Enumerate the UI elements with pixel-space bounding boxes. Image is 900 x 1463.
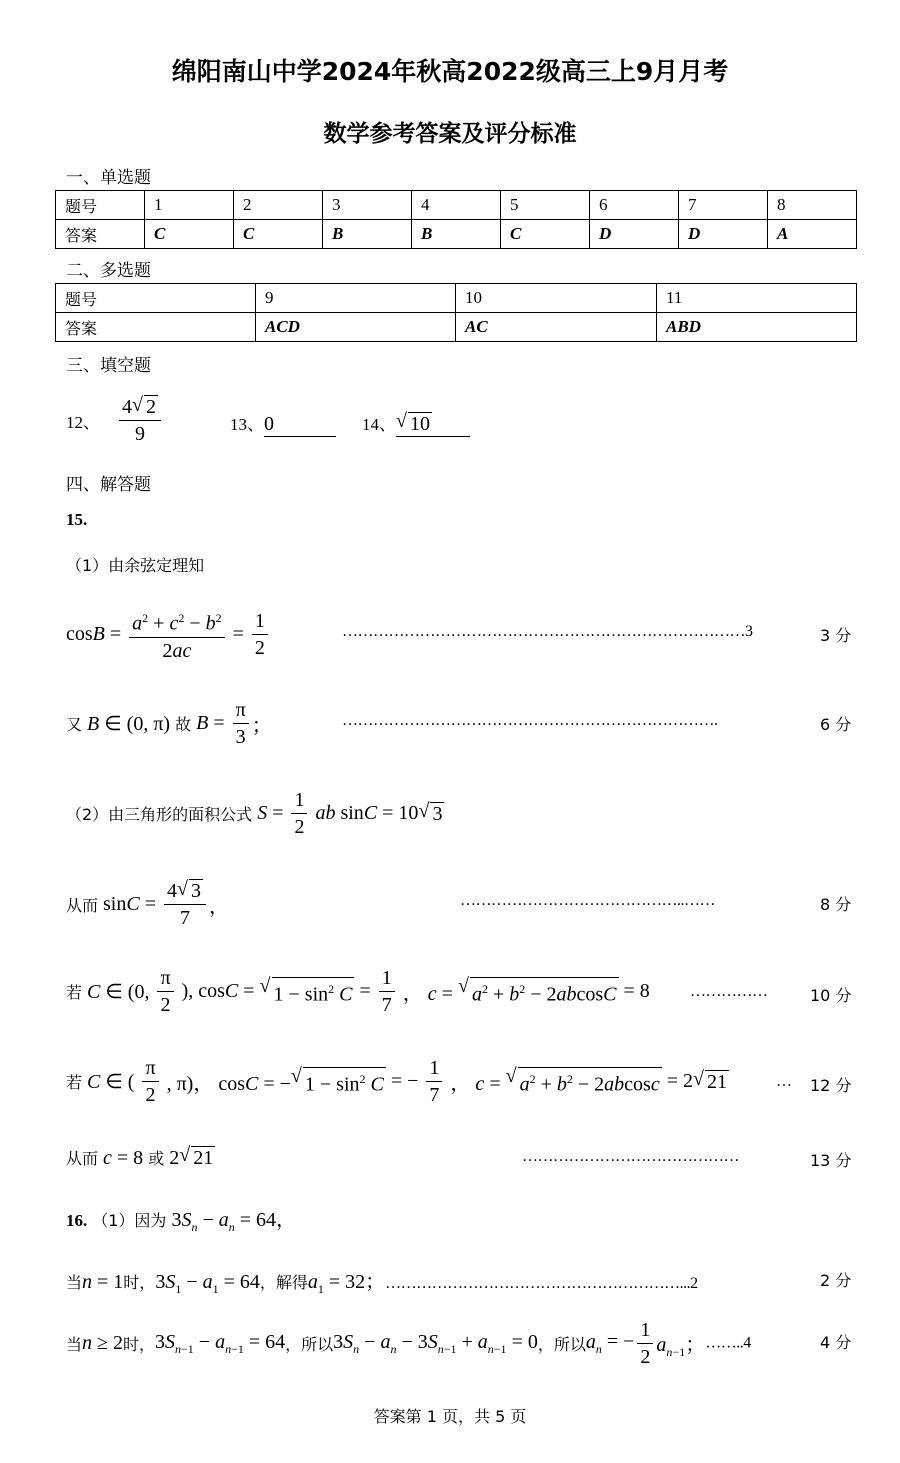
from-text: 从而	[66, 896, 99, 915]
section-fill-blank: 三、填空题	[66, 356, 151, 376]
table-row	[56, 313, 857, 342]
answer-cell: ACD	[256, 313, 456, 342]
from-text: 从而	[66, 1149, 99, 1168]
answer-cell: B	[412, 220, 501, 249]
question-number: 8	[768, 191, 857, 220]
fraction: $\frac{1}{7}$	[379, 965, 395, 1018]
question-number: 6	[590, 191, 679, 220]
page-title: 绵阳南山中学2024年秋高2022级高三上9月月考	[171, 57, 729, 86]
fill-answer-13	[230, 410, 336, 437]
formula-B-range: 又 B ∈ (0, π) 故 B = $\frac{\pi}{3}$ ；	[66, 699, 272, 748]
table-row	[56, 220, 857, 249]
question-number: 3	[323, 191, 412, 220]
fraction: $\frac{\pi}{3}$	[233, 697, 249, 750]
when-tail: 时，	[123, 1273, 156, 1292]
fill-answer-12	[66, 394, 164, 447]
table-row	[56, 284, 857, 313]
score-leader: ……………………………………	[522, 1148, 739, 1165]
answer-cell: C	[501, 220, 590, 249]
page-footer: 答案第 1 页，共 5 页	[373, 1407, 527, 1426]
question-number: 9	[256, 284, 456, 313]
question-16-label: 16.	[66, 1211, 88, 1230]
if-text: 若	[66, 983, 83, 1002]
multi-choice-table	[55, 283, 857, 342]
score-leader: ……………	[690, 983, 768, 1000]
row-label: 题号	[56, 284, 256, 313]
answer-cell: AC	[456, 313, 657, 342]
fraction	[119, 394, 161, 447]
question-15-label: 15.	[66, 510, 88, 529]
score-12: 12 分	[810, 1076, 852, 1095]
fraction: $\frac{1}{2}$	[291, 787, 307, 840]
score-4: 4 分	[820, 1333, 852, 1352]
q16-line-n1: 当n = 1时，$3S_1 - a_1 = 64$，解得$a_1 = 32$；…………………………………………………...2	[66, 1271, 698, 1296]
answer-cell: ABD	[657, 313, 857, 342]
when-tail: 时，	[123, 1335, 156, 1354]
when-text: 当	[66, 1335, 83, 1354]
question-number: 13、	[230, 415, 264, 434]
fraction: $\frac{1}{2}$	[252, 608, 268, 661]
numerator: 4	[122, 396, 132, 418]
fraction: $\frac{\pi}{2}$	[157, 965, 173, 1018]
answer-cell: C	[145, 220, 234, 249]
row-label: 答案	[56, 220, 145, 249]
score-13: 13 分	[810, 1151, 852, 1170]
answer-cell: D	[590, 220, 679, 249]
denominator: 9	[135, 423, 145, 445]
so-text: ，所以	[285, 1335, 334, 1354]
question-number: 5	[501, 191, 590, 220]
question-number: 14、	[362, 415, 396, 434]
solve-text: ，解得	[259, 1273, 308, 1292]
question-number: 10	[456, 284, 657, 313]
score-2: 2 分	[820, 1271, 852, 1290]
score-8: 8 分	[820, 895, 852, 914]
score-10: 10 分	[810, 986, 852, 1005]
part-1-intro: （1）因为	[92, 1211, 167, 1230]
fill-answer-14	[362, 410, 470, 437]
answer-blank: 0	[264, 413, 336, 437]
score-leader: …	[776, 1073, 792, 1090]
question-number: 12、	[66, 413, 100, 432]
so-text: 故	[175, 715, 192, 734]
score-6: 6 分	[820, 715, 852, 734]
question-number: 2	[234, 191, 323, 220]
formula-area: （2）由三角形的面积公式 S = $\frac{1}{2}$ ab sinC = 10√ 3	[66, 787, 444, 840]
fraction: $\frac{a^2 + c^2 - b^2}{2ac}$	[129, 605, 224, 664]
single-choice-table	[55, 190, 857, 249]
q16-line-n2: 当n ≥ 2时，$3S_{n-1} - a_{n-1} = 64$，所以$3S_n - a_n - 3S_{n-1} + a_{n-1} = 0$，所以$a_n$ = − $\frac{1}{2}$ $a_{n-1}$；……..4	[66, 1319, 751, 1368]
question-number: 1	[145, 191, 234, 220]
when-text: 当	[66, 1273, 83, 1292]
radicand: 2	[146, 396, 156, 418]
or-text: 或	[148, 1149, 165, 1168]
score-leader: ……………………………………………………………………3	[342, 623, 753, 640]
section-single-choice: 一、单选题	[66, 168, 151, 188]
fraction: $\frac{\pi}{2}$	[142, 1055, 158, 1108]
formula-case-obtuse: 若 C ∈ ( $\frac{\pi}{2}$ , π)， cosC = −√ $1 - \sin^2 C$ = − $\frac{1}{7}$ ， c = √ $a^2 + b^2 - 2abcosc = 2√$ 21	[66, 1055, 729, 1108]
answer-cell: D	[679, 220, 768, 249]
part-1-intro: （1）由余弦定理知	[66, 556, 205, 575]
fraction: $\frac{1}{7}$	[426, 1055, 442, 1108]
answer-cell: B	[323, 220, 412, 249]
answer-cell: C	[234, 220, 323, 249]
section-multi-choice: 二、多选题	[66, 261, 151, 281]
score-3: 3 分	[820, 626, 852, 645]
row-label: 答案	[56, 313, 256, 342]
question-number: 7	[679, 191, 768, 220]
formula-cosB: cosB = $\frac{a^2 + c^2 - b^2}{2ac}$ = $\frac{1}{2}$	[66, 605, 271, 664]
answer-cell: A	[768, 220, 857, 249]
question-number: 4	[412, 191, 501, 220]
part-2-intro: （2）由三角形的面积公式	[66, 805, 253, 824]
question-16-intro: 16. （1）因为 $3S_n - a_n = 64$，	[66, 1209, 296, 1234]
page-subtitle: 数学参考答案及评分标准	[323, 121, 577, 147]
radicand: 10	[410, 413, 430, 435]
formula-conclusion: 从而 c = 8 或 2√ 21	[66, 1146, 215, 1170]
table-row	[56, 191, 857, 220]
formula-sinC: 从而 sinC = $\frac{4√ 3}{7}$ ，	[66, 878, 229, 931]
so-text: ，所以	[537, 1335, 586, 1354]
question-number: 11	[657, 284, 857, 313]
formula-case-acute: 若 C ∈ (0, $\frac{\pi}{2}$ ), cosC = √ $1 - \sin^2 C$ = $\frac{1}{7}$ ， c = √ $a^2 + b^2 - 2abcosC = 8$	[66, 965, 650, 1018]
fraction: $\frac{4√ 3}{7}$	[164, 878, 206, 931]
again-text: 又	[66, 715, 83, 734]
fraction: $\frac{1}{2}$	[637, 1317, 653, 1370]
score-leader: ……………………………………………………………….	[342, 712, 718, 729]
score-leader: ……………………………………..……	[460, 892, 715, 909]
if-text: 若	[66, 1073, 83, 1092]
row-label: 题号	[56, 191, 145, 220]
section-solutions: 四、解答题	[66, 475, 151, 495]
